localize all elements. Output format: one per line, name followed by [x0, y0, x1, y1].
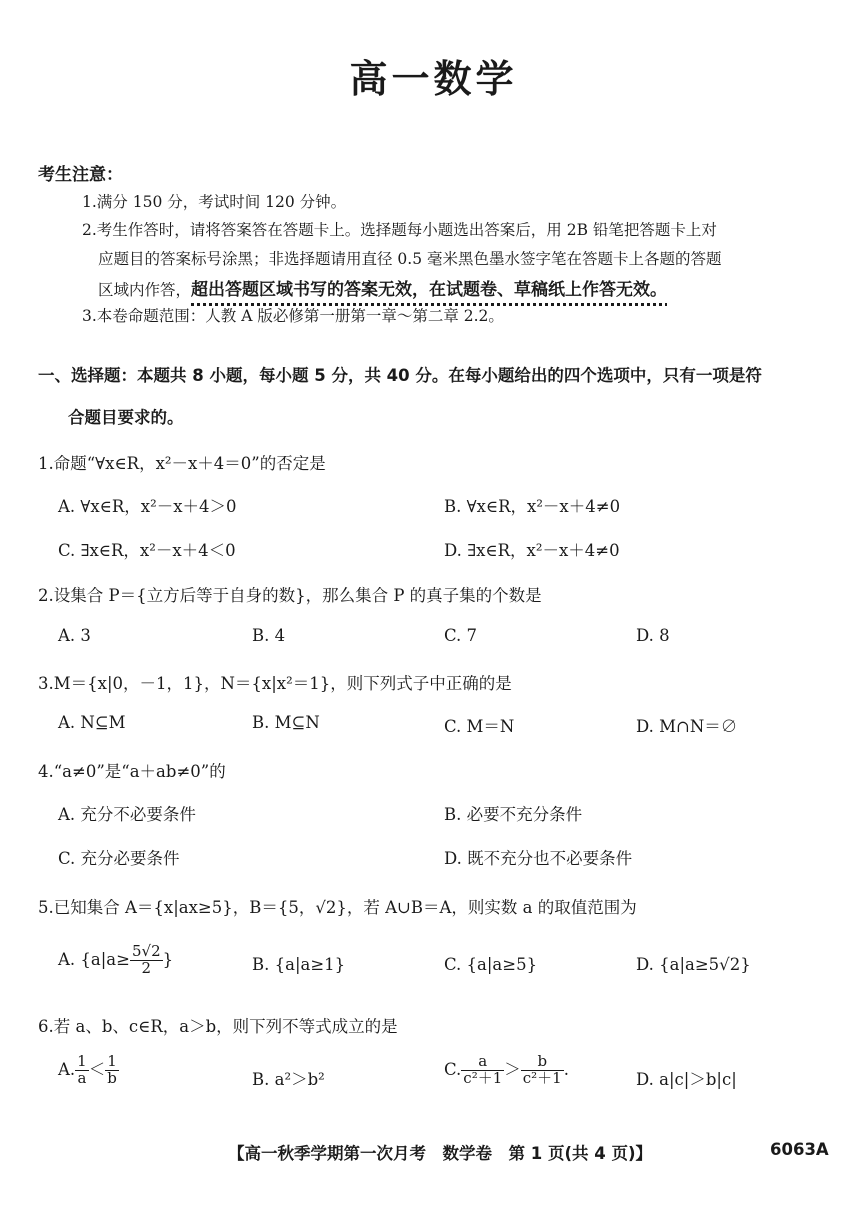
notice-heading: 考生注意：	[38, 165, 123, 185]
question-5-option-a-fraction	[130, 944, 163, 977]
section-heading-line-2: 合题目要求的。	[68, 408, 184, 427]
question-1-option-d: D. ∃x∈R，x²－x＋4≠0	[444, 541, 620, 560]
fraction-numerator: 1	[77, 1052, 87, 1070]
question-6-option-a-fraction-1	[75, 1054, 89, 1087]
question-5-stem: 5.已知集合 A＝{x|ax≥5}，B＝{5，√2}，若 A∪B＝A，则实数 a 的取值范围为	[38, 898, 637, 917]
section-heading-line-1: 一、选择题：本题共 8 小题，每小题 5 分，共 40 分。在每小题给出的四个选项中，只有一项是符	[38, 366, 762, 385]
question-2-option-d: D. 8	[636, 626, 670, 645]
notice-item-2-line-1: 2.考生作答时，请将答案答在答题卡上。选择题每小题选出答案后，用 2B 铅笔把答题卡上对	[82, 221, 717, 239]
fraction-numerator: a	[461, 1054, 504, 1071]
question-5-option-a-close: }	[162, 949, 174, 969]
notice-item-2-line-3	[98, 275, 667, 300]
question-2-stem: 2.设集合 P＝{立方后等于自身的数}，那么集合 P 的真子集的个数是	[38, 586, 542, 605]
question-1-option-a: A. ∀x∈R，x²－x＋4＞0	[58, 497, 237, 516]
fraction-denominator: c²＋1	[522, 1068, 562, 1087]
question-6-option-a-relation: ＜	[88, 1059, 106, 1079]
fraction-numerator: b	[521, 1054, 564, 1071]
fraction-denominator: c²＋1	[463, 1068, 503, 1087]
question-4-option-b: B. 必要不充分条件	[444, 805, 583, 824]
question-1-stem: 1.命题“∀x∈R，x²－x＋4＝0”的否定是	[38, 454, 326, 473]
question-4-option-a: A. 充分不必要条件	[58, 805, 196, 824]
question-6-option-a-label: A.	[58, 1059, 76, 1079]
notice-item-1: 1.满分 150 分，考试时间 120 分钟。	[82, 193, 347, 211]
fraction-numerator: 5√2	[131, 942, 161, 960]
fraction-denominator: 2	[141, 958, 152, 977]
question-5-option-c: C. {a|a≥5}	[444, 955, 538, 974]
question-6-option-c-relation: ＞	[504, 1059, 521, 1079]
question-2-option-b: B. 4	[252, 626, 286, 645]
question-1-option-b: B. ∀x∈R，x²－x＋4≠0	[444, 497, 621, 516]
question-6-option-c-fraction-1	[461, 1054, 504, 1087]
question-6-stem: 6.若 a、b、c∈R，a＞b，则下列不等式成立的是	[38, 1017, 398, 1036]
question-6-option-b: B. a²＞b²	[252, 1070, 325, 1089]
question-3-option-a: A. N⊆M	[58, 713, 126, 732]
notice-item-2-line-2: 应题目的答案标号涂黑；非选择题请用直径 0.5 毫米黑色墨水签字笔在答题卡上各题的答题	[98, 250, 722, 268]
question-4-option-c: C. 充分必要条件	[58, 849, 180, 868]
paper-code: 6063A	[770, 1140, 829, 1159]
notice-item-3: 3.本卷命题范围：人教 A 版必修第一册第一章～第二章 2.2。	[82, 307, 504, 325]
notice-item-2-line-3-lead: 区域内作答，	[98, 281, 192, 299]
question-5-option-d: D. {a|a≥5√2}	[636, 955, 751, 974]
question-2-option-c: C. 7	[444, 626, 478, 645]
question-6-option-d: D. a|c|＞b|c|	[636, 1070, 737, 1089]
fraction-denominator: b	[107, 1068, 117, 1087]
question-5-option-a	[58, 944, 173, 977]
question-3-option-b: B. M⊆N	[252, 713, 320, 732]
fraction-numerator: 1	[105, 1054, 119, 1071]
fraction-denominator: a	[77, 1068, 87, 1087]
question-4-option-d: D. 既不充分也不必要条件	[444, 849, 633, 868]
question-5-option-b: B. {a|a≥1}	[252, 955, 346, 974]
question-6-option-c	[444, 1054, 569, 1087]
question-6-option-c-label: C.	[444, 1059, 462, 1079]
page-title: 高一数学	[349, 57, 518, 101]
question-6-option-a-fraction-2	[105, 1054, 119, 1087]
question-6-option-c-period: .	[563, 1059, 569, 1079]
question-6-option-c-fraction-2	[521, 1054, 564, 1087]
question-2-option-a: A. 3	[58, 626, 91, 645]
page-footer: 【高一秋季学期第一次月考 数学卷 第 1 页(共 4 页)】	[228, 1144, 653, 1163]
notice-emphasis: 超出答题区域书写的答案无效，在试题卷、草稿纸上作答无效。	[191, 280, 668, 300]
question-3-option-d: D. M∩N＝∅	[636, 717, 738, 736]
question-4-stem: 4.“a≠0”是“a＋ab≠0”的	[38, 762, 226, 781]
question-1-option-c: C. ∃x∈R，x²－x＋4＜0	[58, 541, 236, 560]
question-3-stem: 3.M＝{x|0，－1，1}，N＝{x|x²＝1}，则下列式子中正确的是	[38, 674, 512, 693]
question-6-option-a	[58, 1054, 119, 1087]
question-5-option-a-lead: A. {a|a≥	[58, 949, 130, 969]
question-3-option-c: C. M＝N	[444, 717, 515, 736]
